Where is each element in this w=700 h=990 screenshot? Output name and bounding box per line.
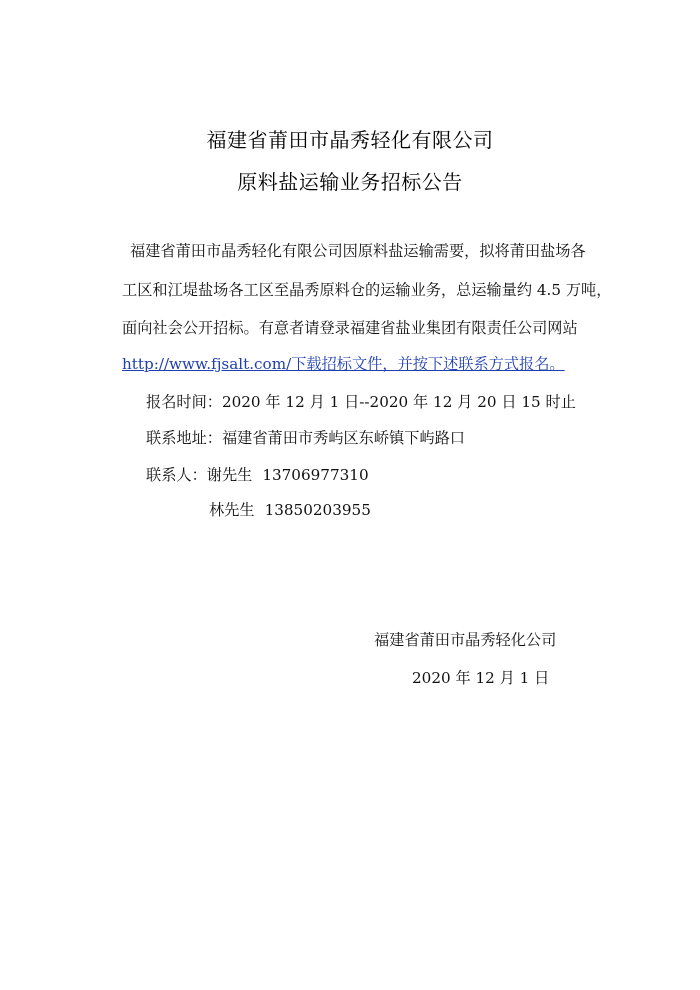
paragraph-line-4 bbox=[122, 354, 565, 374]
contact-name-1: 谢先生 bbox=[206, 466, 253, 484]
contact-label: 联系人： bbox=[146, 466, 207, 484]
title-notice: 原料盐运输业务招标公告 bbox=[237, 170, 463, 194]
contact-person-1 bbox=[146, 465, 369, 485]
registration-time: 报名时间：2020 年 12 月 1 日--2020 年 12 月 20 日 15 时止 bbox=[146, 393, 576, 411]
paragraph-line-2: 工区和江堤盐场各工区至晶秀原料仓的运输业务，总运输量约 4.5 万吨， bbox=[122, 281, 612, 299]
paragraph-line-3: 面向社会公开招标。有意者请登录福建省盐业集团有限责任公司网站 bbox=[122, 319, 578, 337]
website-link[interactable]: http://www.fjsalt.com/下载招标文件，并按下述联系方式报名。 bbox=[122, 355, 565, 373]
paragraph-line-1: 福建省莆田市晶秀轻化有限公司因原料盐运输需要，拟将莆田盐场各 bbox=[130, 242, 586, 260]
contact-person-2 bbox=[209, 500, 371, 520]
signature-company: 福建省莆田市晶秀轻化公司 bbox=[374, 631, 557, 649]
contact-phone-1: 13706977310 bbox=[262, 466, 369, 484]
contact-phone-2: 13850203955 bbox=[264, 501, 371, 519]
contact-name-2: 林先生 bbox=[209, 501, 255, 519]
title-company: 福建省莆田市晶秀轻化有限公司 bbox=[206, 128, 494, 152]
contact-address: 联系地址：福建省莆田市秀屿区东峤镇下屿路口 bbox=[146, 429, 465, 447]
signature-date: 2020 年 12 月 1 日 bbox=[412, 669, 550, 687]
